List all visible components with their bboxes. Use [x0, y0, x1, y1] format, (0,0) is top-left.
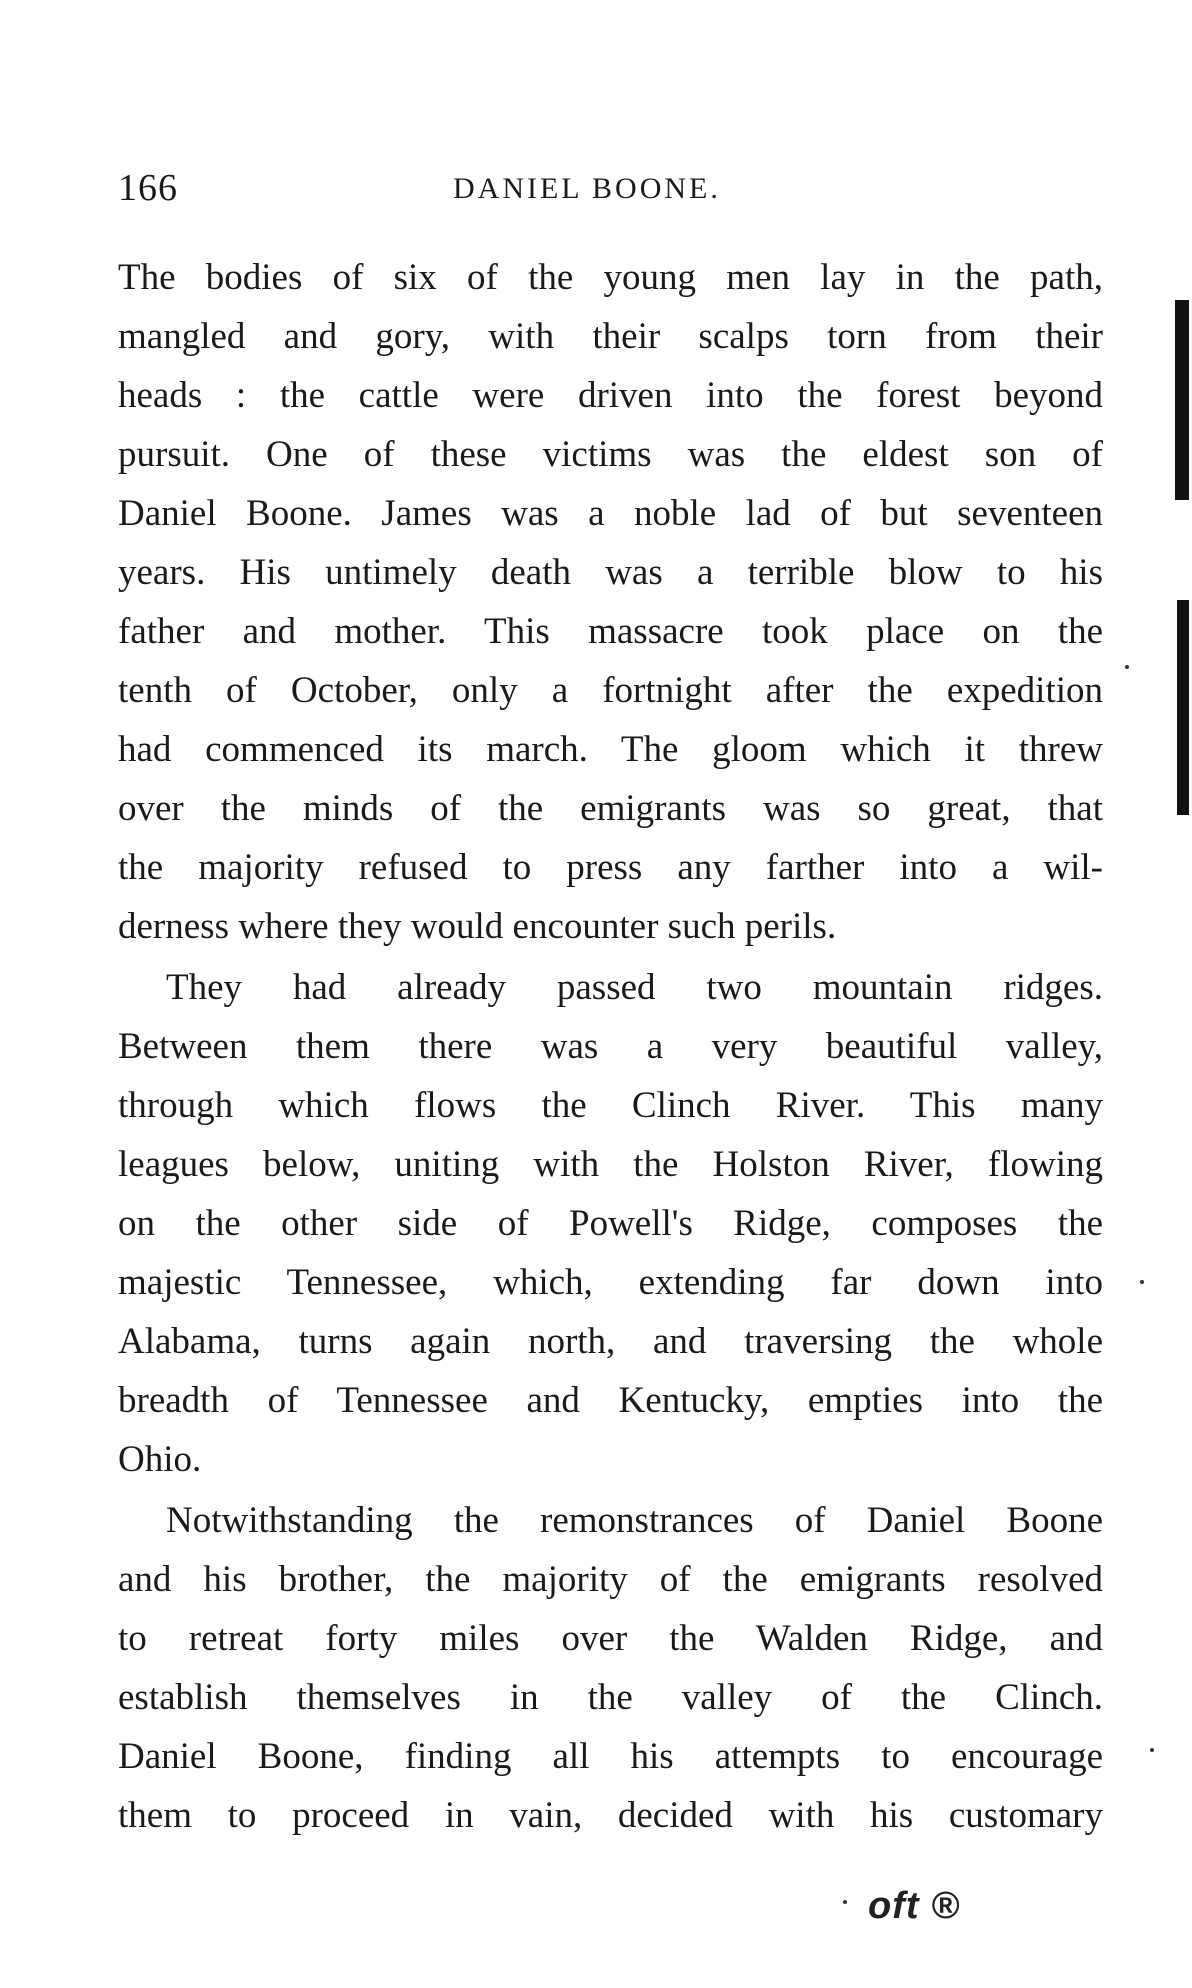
text-line: Daniel Boone, finding all his attempts to encourage — [118, 1736, 1103, 1777]
text-line: The bodies of six of the young men lay in the path, — [118, 257, 1103, 298]
text-line: majestic Tennessee, which, extending far down into — [118, 1262, 1103, 1303]
text-line: father and mother. This massacre took place on the — [118, 611, 1103, 652]
text-line: to retreat forty miles over the Walden Ridge, and — [118, 1618, 1103, 1659]
text-line: breadth of Tennessee and Kentucky, empties into the — [118, 1380, 1103, 1421]
text-line: They had already passed two mountain ridges. — [166, 967, 1103, 1008]
text-line: on the other side of Powell's Ridge, composes the — [118, 1203, 1103, 1244]
text-line: the majority refused to press any farther into a wil- — [118, 847, 1103, 888]
text-line: Between them there was a very beautiful valley, — [118, 1026, 1103, 1067]
scan-speck — [843, 1900, 847, 1904]
scan-speck — [1140, 1280, 1144, 1284]
text-line: Daniel Boone. James was a noble lad of but seventeen — [118, 493, 1103, 534]
scan-speck — [1150, 1748, 1154, 1752]
scan-edge-mark — [1175, 300, 1189, 500]
text-line: years. His untimely death was a terrible blow to his — [118, 552, 1103, 593]
text-line: them to proceed in vain, decided with his customary — [118, 1795, 1103, 1836]
paragraph-3 — [118, 1491, 1103, 1845]
text-line: and his brother, the majority of the emigrants resolved — [118, 1559, 1103, 1600]
text-line: Notwithstanding the remonstrances of Daniel Boone — [166, 1500, 1103, 1541]
text-line: tenth of October, only a fortnight after the expedition — [118, 670, 1103, 711]
text-line: over the minds of the emigrants was so great, that — [118, 788, 1103, 829]
text-line: establish themselves in the valley of the Clinch. — [118, 1677, 1103, 1718]
paragraph-1 — [118, 248, 1103, 956]
text-line: derness where they would encounter such perils. — [118, 906, 837, 947]
running-head: DANIEL BOONE. — [453, 172, 721, 205]
scan-watermark: oft ® — [868, 1885, 961, 1927]
text-line: leagues below, uniting with the Holston River, flowing — [118, 1144, 1103, 1185]
text-line: mangled and gory, with their scalps torn from their — [118, 316, 1103, 357]
page-number: 166 — [118, 167, 178, 209]
text-line: through which flows the Clinch River. This many — [118, 1085, 1103, 1126]
scan-speck — [1125, 665, 1129, 669]
text-line: pursuit. One of these victims was the eldest son of — [118, 434, 1103, 475]
text-line: Ohio. — [118, 1439, 202, 1480]
text-line: had commenced its march. The gloom which it threw — [118, 729, 1103, 770]
scan-edge-mark — [1177, 600, 1189, 815]
paragraph-2 — [118, 958, 1103, 1489]
body-text — [118, 248, 1103, 1845]
text-line: heads : the cattle were driven into the forest beyond — [118, 375, 1103, 416]
page-header — [118, 166, 1078, 216]
text-line: Alabama, turns again north, and traversing the whole — [118, 1321, 1103, 1362]
